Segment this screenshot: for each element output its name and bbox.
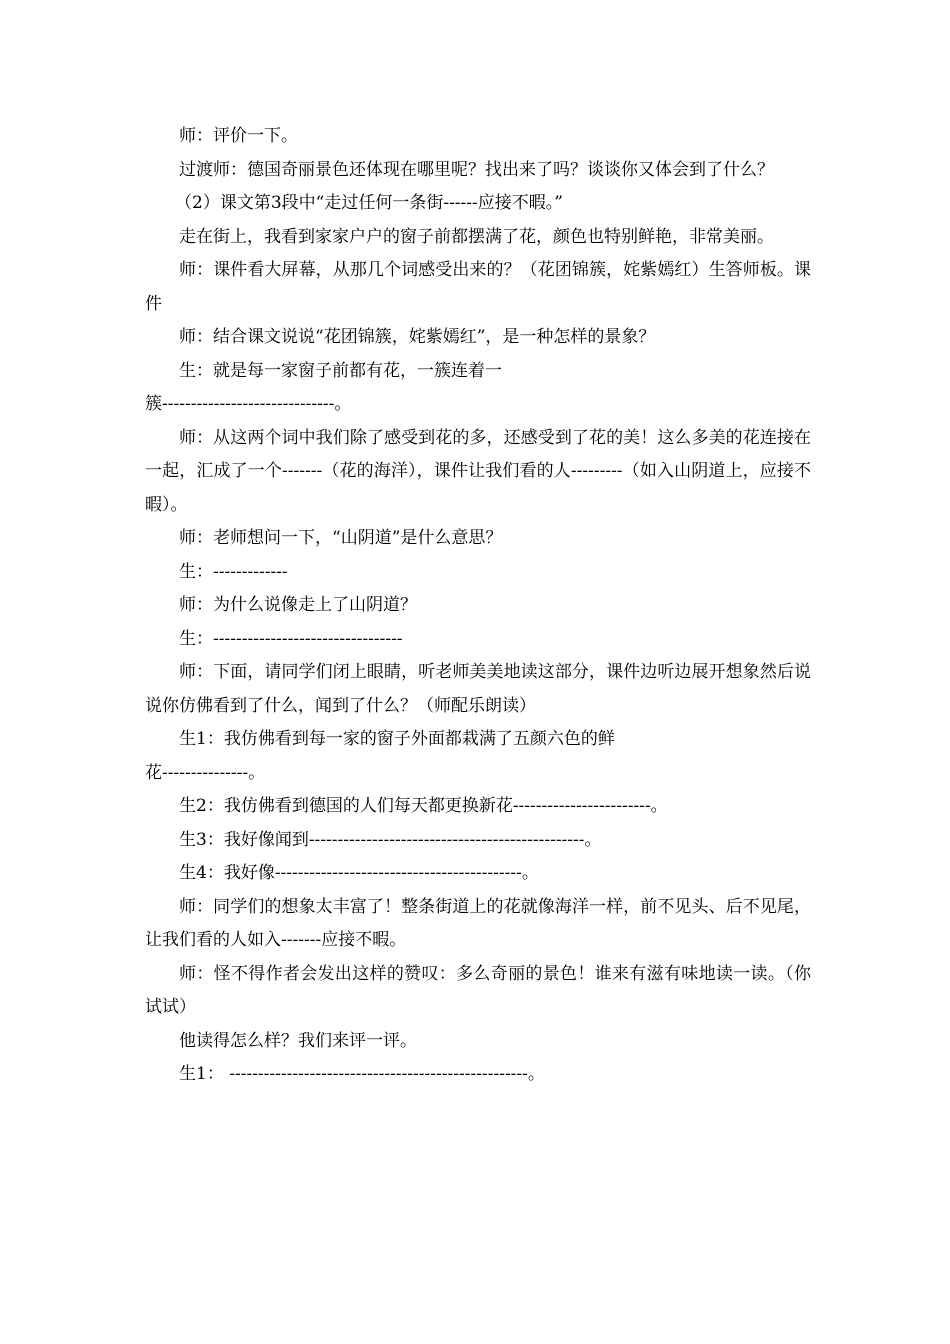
document-body bbox=[145, 120, 811, 1092]
paragraph-20: 师：同学们的想象太丰富了！整条街道上的花就像海洋一样，前不见头、后不见尾，让我们看的人如入-------应接不暇。 bbox=[145, 896, 811, 950]
paragraph-14: 师：下面，请同学们闭上眼睛，听老师美美地读这部分，课件边听边展开想象然后说说你仿佛看到了什么，闻到了什么？（师配乐朗读） bbox=[145, 662, 811, 716]
paragraph-23: 生1： ----------------------------------------------------。 bbox=[179, 1064, 545, 1084]
paragraph-8: 簇------------------------------。 bbox=[145, 394, 352, 414]
paragraph-6: 师：结合课文说说“花团锦簇，姹紫嫣红”，是一种怎样的景象？ bbox=[179, 327, 656, 347]
paragraph-1: 师：评价一下。 bbox=[179, 126, 298, 146]
paragraph-12: 师：为什么说像走上了山阴道？ bbox=[179, 595, 417, 615]
paragraph-3: （2）课文第3段中“走过任何一条街------应接不暇。” bbox=[175, 193, 563, 213]
paragraph-19: 生4：我好像-------------------------------------------。 bbox=[179, 863, 539, 883]
paragraph-11: 生：------------- bbox=[179, 561, 288, 582]
paragraph-9: 师：从这两个词中我们除了感受到花的多，还感受到了花的美！这么多美的花连接在一起，汇成了一个-------（花的海洋），课件让我们看的人---------（如入山阴道上，应接不暇）。 bbox=[145, 427, 811, 515]
paragraph-16: 花---------------。 bbox=[145, 762, 266, 783]
paragraph-5: 师：课件看大屏幕，从那几个词感受出来的？（花团锦簇，姹紫嫣红）生答师板。课件 bbox=[145, 260, 811, 314]
paragraph-22: 他读得怎么样？我们来评一评。 bbox=[179, 1030, 417, 1051]
paragraph-13: 生：--------------------------------- bbox=[179, 628, 403, 649]
paragraph-7: 生：就是每一家窗子前都有花，一簇连着一 bbox=[179, 360, 502, 381]
paragraph-17: 生2：我仿佛看到德国的人们每天都更换新花------------------------。 bbox=[179, 796, 668, 816]
paragraph-10: 师：老师想问一下，“山阴道”是什么意思？ bbox=[179, 528, 503, 548]
paragraph-21: 师：怪不得作者会发出这样的赞叹：多么奇丽的景色！谁来有滋有味地读一读。（你试试） bbox=[145, 963, 811, 1017]
paragraph-18: 生3：我好像闻到------------------------------------------------。 bbox=[179, 829, 602, 850]
paragraph-4: 走在街上，我看到家家户户的窗子前都摆满了花，颜色也特别鲜艳，非常美丽。 bbox=[179, 226, 774, 247]
paragraph-2: 过渡师：德国奇丽景色还体现在哪里呢？找出来了吗？谈谈你又体会到了什么？ bbox=[179, 159, 774, 180]
paragraph-15: 生1：我仿佛看到每一家的窗子外面都栽满了五颜六色的鲜 bbox=[179, 729, 615, 749]
